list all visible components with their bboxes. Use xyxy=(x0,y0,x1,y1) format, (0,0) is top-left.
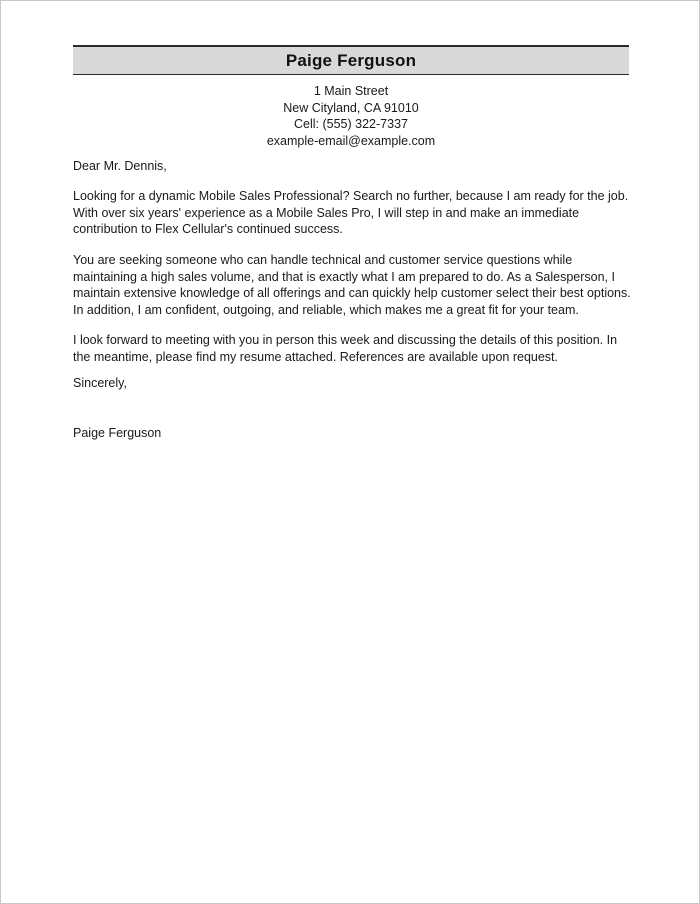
contact-block xyxy=(73,83,629,149)
paragraph-line: Looking for a dynamic Mobile Sales Professional? Search no further, because I am ready for the job. xyxy=(73,189,629,203)
paragraph-line: You are seeking someone who can handle technical and customer service questions while xyxy=(73,253,573,267)
cell-phone: Cell: (555) 322-7337 xyxy=(294,117,408,131)
applicant-name: Paige Ferguson xyxy=(285,50,417,70)
city-state-zip: New Cityland, CA 91010 xyxy=(283,100,419,115)
paragraph-intro xyxy=(73,188,639,238)
paragraph-line: the meantime, please find my resume attached. References are available upon request. xyxy=(73,349,558,364)
paragraph-line: maintaining a high sales volume, and that is exactly what I am prepared to do. As a Salesperson, I xyxy=(73,269,615,284)
paragraph-line: In addition, I am confident, outgoing, and reliable, which makes me a great fit for your team. xyxy=(73,302,579,317)
paragraph-line: contribution to Flex Cellular's continued success. xyxy=(73,222,343,236)
paragraph-line: I look forward to meeting with you in person this week and discussing the details of this position. In xyxy=(73,333,618,347)
name-header-bar xyxy=(73,45,629,75)
street-address: 1 Main Street xyxy=(313,84,389,98)
complimentary-close: Sincerely, xyxy=(73,376,127,390)
email-address: example-email@example.com xyxy=(266,133,436,148)
paragraph-line: maintain extensive knowledge of all offerings and can quickly help customer select their best options. xyxy=(73,286,631,300)
paragraph-closing xyxy=(73,332,639,365)
salutation: Dear Mr. Dennis, xyxy=(73,159,167,173)
paragraph-line: With over six years' experience as a Mobile Sales Pro, I will step in and make an immediate xyxy=(73,205,580,220)
paragraph-qualifications xyxy=(73,252,639,318)
signature-name: Paige Ferguson xyxy=(73,426,162,440)
